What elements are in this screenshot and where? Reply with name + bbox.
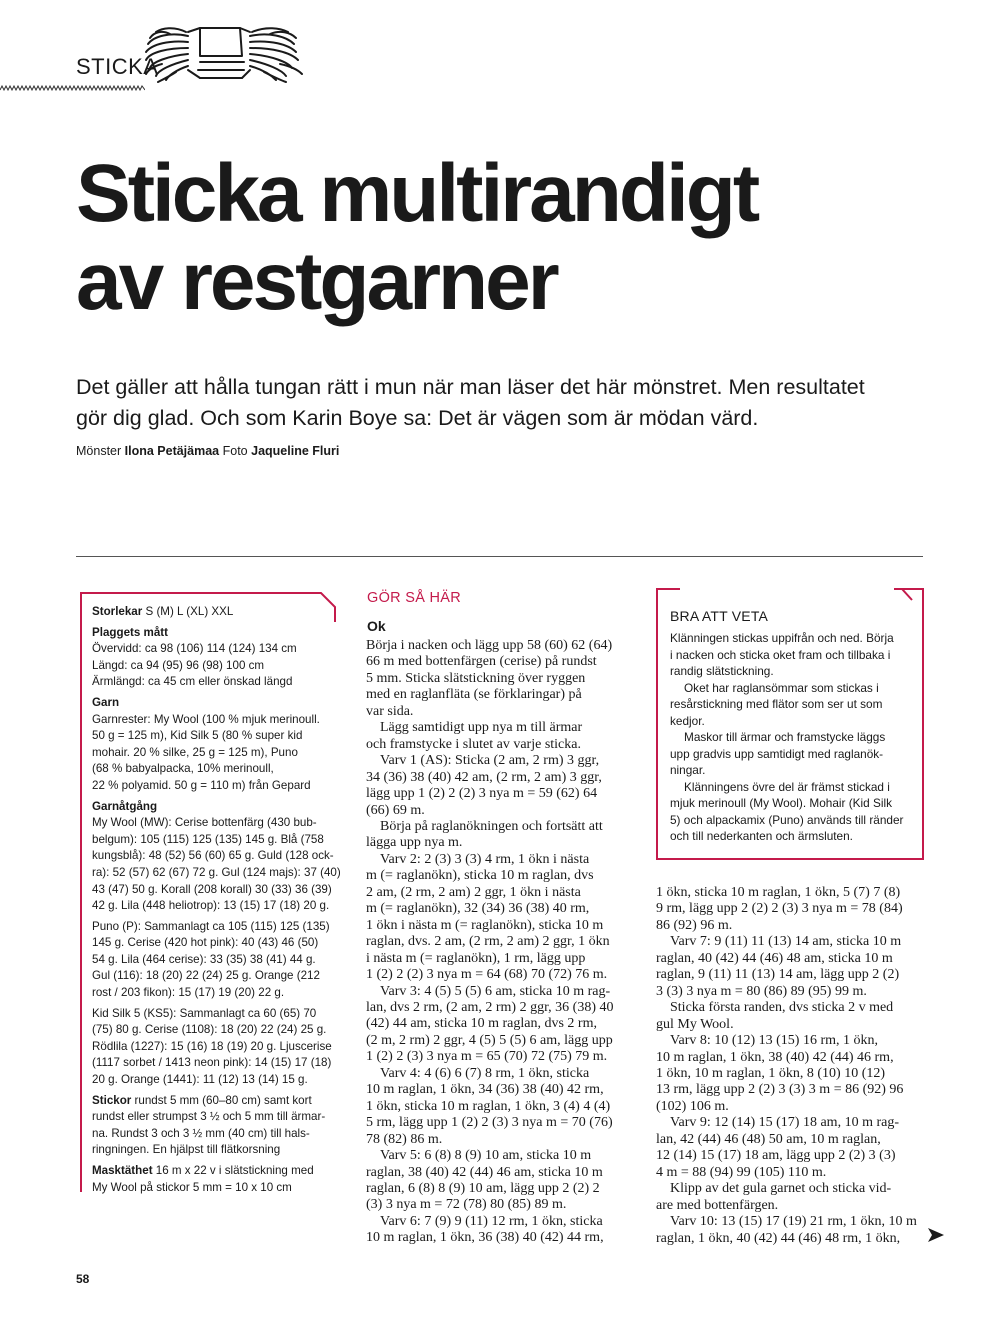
instructions-column-1 [366,638,646,1247]
puno-group [92,919,340,1002]
needles-line: ringningen. En hjälpst till flätkorsning [92,1143,281,1157]
needles-value: rundst 5 mm (60–80 cm) samt kort [131,1093,312,1107]
text-line: 5 mm. Sticka slätstickning över ryggen [366,670,586,686]
text-line: lägg upp 1 (2) 2 (2) 3 nya m = 59 (62) 64 [366,786,598,802]
text-line: Varv 9: 12 (14) 15 (17) 18 am, 10 m rag- [670,1115,900,1131]
needles-label: Stickor [92,1093,132,1107]
kidsilk-line: Rödlila (1227): 15 (16) 18 (19) 20 g. Ljuscerise [92,1039,332,1053]
text-line: 12 (14) 15 (17) 18 am, lägg upp 2 (2) 3 (3) [656,1148,896,1164]
consumption-line: ra): 52 (57) 62 (67) 72 g. Gul (124 majs): 37 (40) [92,865,341,879]
text-line: raglan, 1 ökn, 40 (42) 44 (46) 48 rm, 1 ökn, [656,1230,901,1246]
instructions-subheading: Ok [367,618,386,634]
text-line: i nästa m (= raglanökn), 1 rm, lägg upp [366,950,586,966]
text-line: raglan, 6 (8) 8 (9) 10 am, lägg upp 2 (2) 2 [366,1180,600,1196]
text-line: 4 m = 88 (94) 99 (105) 110 m. [656,1164,827,1180]
text-line: 2 am, (2 rm, 2 am) 2 ggr, 1 ökn i nästa [366,884,581,900]
gauge-label: Masktäthet [92,1164,153,1177]
text-line: Börja i nacken och lägg upp 58 (60) 62 (64) [366,638,613,653]
needles-line: rundst eller strumpst 3 ½ och 5 mm till ärmar- [92,1110,326,1124]
photo-author: Jaqueline Fluri [251,444,340,458]
text-line: randig slätstickning. [670,664,774,678]
text-line: Varv 8: 10 (12) 13 (15) 16 rm, 1 ökn, [670,1033,879,1049]
kidsilk-line: Kid Silk 5 (KS5): Sammanlagt ca 60 (65) 70 [92,1006,317,1020]
text-line: Varv 3: 4 (5) 5 (5) 6 am, sticka 10 m rag- [380,983,611,999]
sizes-group [92,604,340,621]
text-line: med en raglanfläta (se förklaringar) på [366,687,582,703]
text-line: kedjor. [670,713,705,728]
pattern-author: Ilona Petäjämaa [124,444,220,458]
text-line: 13 rm, lägg upp 2 (2) 3 (3) 3 m = 86 (92) 96 [656,1082,904,1098]
horizontal-rule [76,556,923,557]
consumption-line: kungsblå): 48 (52) 56 (60) 65 g. Guld (128 ock- [92,849,334,863]
yarn-line: mohair. 20 % silke, 25 g = 125 m), Puno [92,745,298,759]
kidsilk-line: 20 g. Orange (1441): 11 (12) 13 (14) 15 g. [92,1073,308,1087]
puno-line: rost / 203 fikon): 15 (17) 19 (20) 22 g. [92,986,285,1000]
text-line: Klänningen stickas uppifrån och ned. Börja [670,631,894,645]
consumption-line: 43 (47) 50 g. Korall (208 korall) 30 (33) 36 (39) [92,882,332,896]
text-line: Varv 7: 9 (11) 11 (13) 14 am, sticka 10 m [670,934,902,950]
zigzag-divider [0,84,145,92]
text-line: raglan, 38 (40) 42 (44) 46 am, sticka 10 m [366,1164,603,1180]
lead-line-1: Det gäller att hålla tungan rätt i mun när man läser det här mönstret. Men resultatet [76,375,865,399]
text-line: 1 ökn, sticka 10 m raglan, 1 ökn, 3 (4) 4 (4) [366,1098,611,1114]
measures-line: Övervidd: ca 98 (106) 114 (124) 134 cm [92,642,297,656]
text-line: var sida. [366,703,414,719]
continue-arrow-icon [928,1228,944,1242]
gauge-group [92,1163,340,1196]
text-line: resårstickning med flätor som ser ut som [670,697,883,711]
text-line: are med bottenfärgen. [656,1197,779,1213]
lead-line-2: gör dig glad. Och som Karin Boye sa: Det är vägen som är mödan värd. [76,406,759,430]
facts-box [80,592,341,1194]
text-line: 1 ökn, 10 m raglan, 1 ökn, 8 (10) 10 (12) [656,1065,886,1081]
text-line: (2 m, 2 rm) 2 ggr, 4 (5) 5 (5) 6 am, lägg upp [366,1032,613,1048]
text-line: 1 (2) 2 (3) 3 nya m = 65 (70) 72 (75) 79 m. [366,1049,608,1065]
consumption-line: 42 g. Lila (448 heliotrop): 13 (15) 17 (18) 20 g. [92,899,330,913]
sizes-label: Storlekar [92,605,143,618]
photo-label: Foto [222,444,248,458]
measures-heading: Plaggets mått [92,625,169,639]
text-line: 1 ökn i nästa m (= raglanökn), sticka 10 m [366,917,604,933]
title-line-2: av restgarner [76,236,557,327]
credits [76,444,339,458]
lead-paragraph [76,372,936,434]
text-line: raglan, 9 (11) 11 (13) 14 am, lägg upp 2 (2) [656,967,900,983]
text-line: i nacken och sticka oket fram och tillbaka i [670,647,891,662]
sizes-value: S (M) L (XL) XXL [142,605,234,618]
consumption-group [92,799,340,915]
text-line: m (= raglanökn), sticka 10 m raglan, dvs [366,868,594,884]
text-line: och till nederkanten och ärmsluten. [670,829,853,843]
text-line: 1 (2) 2 (2) 3 nya m = 64 (68) 70 (72) 76 m. [366,967,608,983]
needles-first-line [92,1093,340,1110]
yarn-heading: Garn [92,695,120,709]
text-line: (66) 69 m. [366,802,425,818]
page-title [76,150,946,326]
yarn-line: 22 % polyamid. 50 g = 110 m) från Gepard [92,778,311,792]
facts-border-left [80,592,82,1192]
gauge-value: 16 m x 22 v i slätstickning med [152,1164,314,1177]
text-line: mjuk merinoull (My Wool). Mohair (Kid Silk [670,796,893,810]
text-line: Börja på raglanökningen och fortsätt att [380,818,603,834]
text-line: Varv 4: 4 (6) 6 (7) 8 rm, 1 ökn, sticka [380,1065,590,1081]
text-line: raglan, dvs. 2 am, (2 rm, 2 am) 2 ggr, 1 ökn [366,934,610,950]
text-line: Lägg samtidigt upp nya m till ärmar [380,720,583,736]
text-line: 10 m raglan, 1 ökn, 36 (38) 40 (42) 44 rm, [366,1230,604,1246]
section-header [0,22,320,92]
text-line: lan, dvs 2 rm, (2 am, 2 rm) 2 ggr, 36 (38) 40 [366,999,614,1015]
text-line: lägga upp nya m. [366,835,463,851]
kidsilk-group [92,1006,340,1089]
tips-box [656,588,924,860]
text-line: 3 (3) 3 nya m = 80 (86) 89 (95) 99 m. [656,983,867,999]
text-line: Sticka första randen, dvs sticka 2 v med [670,1000,894,1016]
tips-body [670,630,920,845]
text-line: m (= raglanökn), 32 (34) 36 (38) 40 rm, [366,901,590,917]
gauge-first-line [92,1163,340,1180]
section-label: STICKA [76,54,159,79]
puno-line: 145 g. Cerise (420 hot pink): 40 (43) 46 (50) [92,936,319,950]
text-line: Varv 2: 2 (3) 3 (3) 4 rm, 1 ökn i nästa [380,851,590,867]
yarn-skein-icon [140,22,312,84]
measures-line: Längd: ca 94 (95) 96 (98) 100 cm [92,658,265,672]
needles-group [92,1093,340,1159]
text-line: 1 ökn, sticka 10 m raglan, 1 ökn, 5 (7) 7 (8) [656,885,901,900]
text-line: lan, 42 (44) 46 (48) 50 am, 10 m raglan, [656,1131,881,1147]
text-line: Klänningens övre del är främst stickad i [684,779,890,794]
consumption-line: My Wool (MW): Cerise bottenfärg (430 bub- [92,816,317,830]
text-line: gul My Wool. [656,1016,734,1032]
measures-group [92,625,340,691]
page-number: 58 [76,1272,90,1286]
kidsilk-line: (75) 80 g. Cerise (1108): 18 (20) 22 (24) 25 g. [92,1023,327,1037]
text-line: Oket har raglansömmar som stickas i [684,680,879,695]
text-line: upp gradvis upp samtidigt med raglanök- [670,746,884,761]
yarn-line: 50 g = 125 m), Kid Silk 5 (80 % super kid [92,729,303,743]
facts-border-top [80,592,315,594]
yarn-group [92,695,340,795]
text-line: 34 (36) 38 (40) 42 am, (2 rm, 2 am) 3 ggr, [366,769,602,785]
text-line: 86 (92) 96 m. [656,917,733,933]
text-line: Varv 6: 7 (9) 9 (11) 12 rm, 1 ökn, sticka [380,1213,603,1229]
tips-title: BRA ATT VETA [670,608,769,624]
text-line: 66 m med bottenfärgen (cerise) på rundst [366,654,597,670]
puno-line: 54 g. Lila (464 cerise): 33 (35) 38 (41) 44 g. [92,952,316,966]
yarn-line: (68 % babyalpacka, 10% merinoull, [92,762,274,776]
pattern-label: Mönster [76,444,122,458]
instructions-heading: GÖR SÅ HÄR [367,590,462,606]
text-line: Varv 10: 13 (15) 17 (19) 21 rm, 1 ökn, 10 m [670,1214,917,1230]
text-line: (3) 3 nya m = 72 (78) 80 (85) 89 m. [366,1197,567,1213]
instructions-column-2 [656,885,926,1247]
text-line: 5) och alpackamix (Puno) används till ränder [670,812,904,827]
puno-line: Gul (116): 18 (20) 22 (24) 25 g. Orange (212 [92,969,320,983]
gauge-line: My Wool på stickor 5 mm = 10 x 10 cm [92,1180,292,1194]
kidsilk-line: (1117 sorbet / 1413 neon pink): 14 (15) 17 (18) [92,1056,332,1070]
text-line: (102) 106 m. [656,1098,729,1114]
needles-line: na. Rundst 3 och 3 ½ mm (40 cm) till hals- [92,1126,310,1140]
consumption-heading: Garnåtgång [92,799,158,813]
text-line: raglan, 40 (42) 44 (46) 48 am, sticka 10 m [656,950,893,966]
title-line-1: Sticka multirandigt [76,148,758,239]
text-line: 10 m raglan, 1 ökn, 34 (36) 38 (40) 42 rm, [366,1082,604,1098]
text-line: Maskor till ärmar och framstycke läggs [684,730,886,744]
facts-content [92,604,340,1200]
text-line: ningar. [670,763,706,777]
text-line: 78 (82) 86 m. [366,1131,443,1147]
text-line: 9 rm, lägg upp 2 (2) 2 (3) 3 nya m = 78 (84) [656,901,903,917]
text-line: Varv 1 (AS): Sticka (2 am, 2 rm) 3 ggr, [380,753,600,769]
measures-line: Ärmlängd: ca 45 cm eller önskad längd [92,675,293,689]
text-line: Klipp av det gula garnet och sticka vid- [670,1181,892,1197]
text-line: och framstycke i slutet av varje sticka. [366,736,581,752]
text-line: Varv 5: 6 (8) 8 (9) 10 am, sticka 10 m [380,1148,592,1164]
consumption-line: belgum): 105 (115) 125 (135) 145 g. Blå (758 [92,832,324,846]
text-line: 10 m raglan, 1 ökn, 38 (40) 42 (44) 46 rm, [656,1049,894,1065]
text-line: (42) 44 am, sticka 10 m raglan, dvs 2 rm, [366,1016,597,1032]
yarn-line: Garnrester: My Wool (100 % mjuk merinoull. [92,712,320,726]
puno-line: Puno (P): Sammanlagt ca 105 (115) 125 (135) [92,919,330,933]
text-line: 5 rm, lägg upp 1 (2) 2 (3) 3 nya m = 70 (76) [366,1115,613,1131]
